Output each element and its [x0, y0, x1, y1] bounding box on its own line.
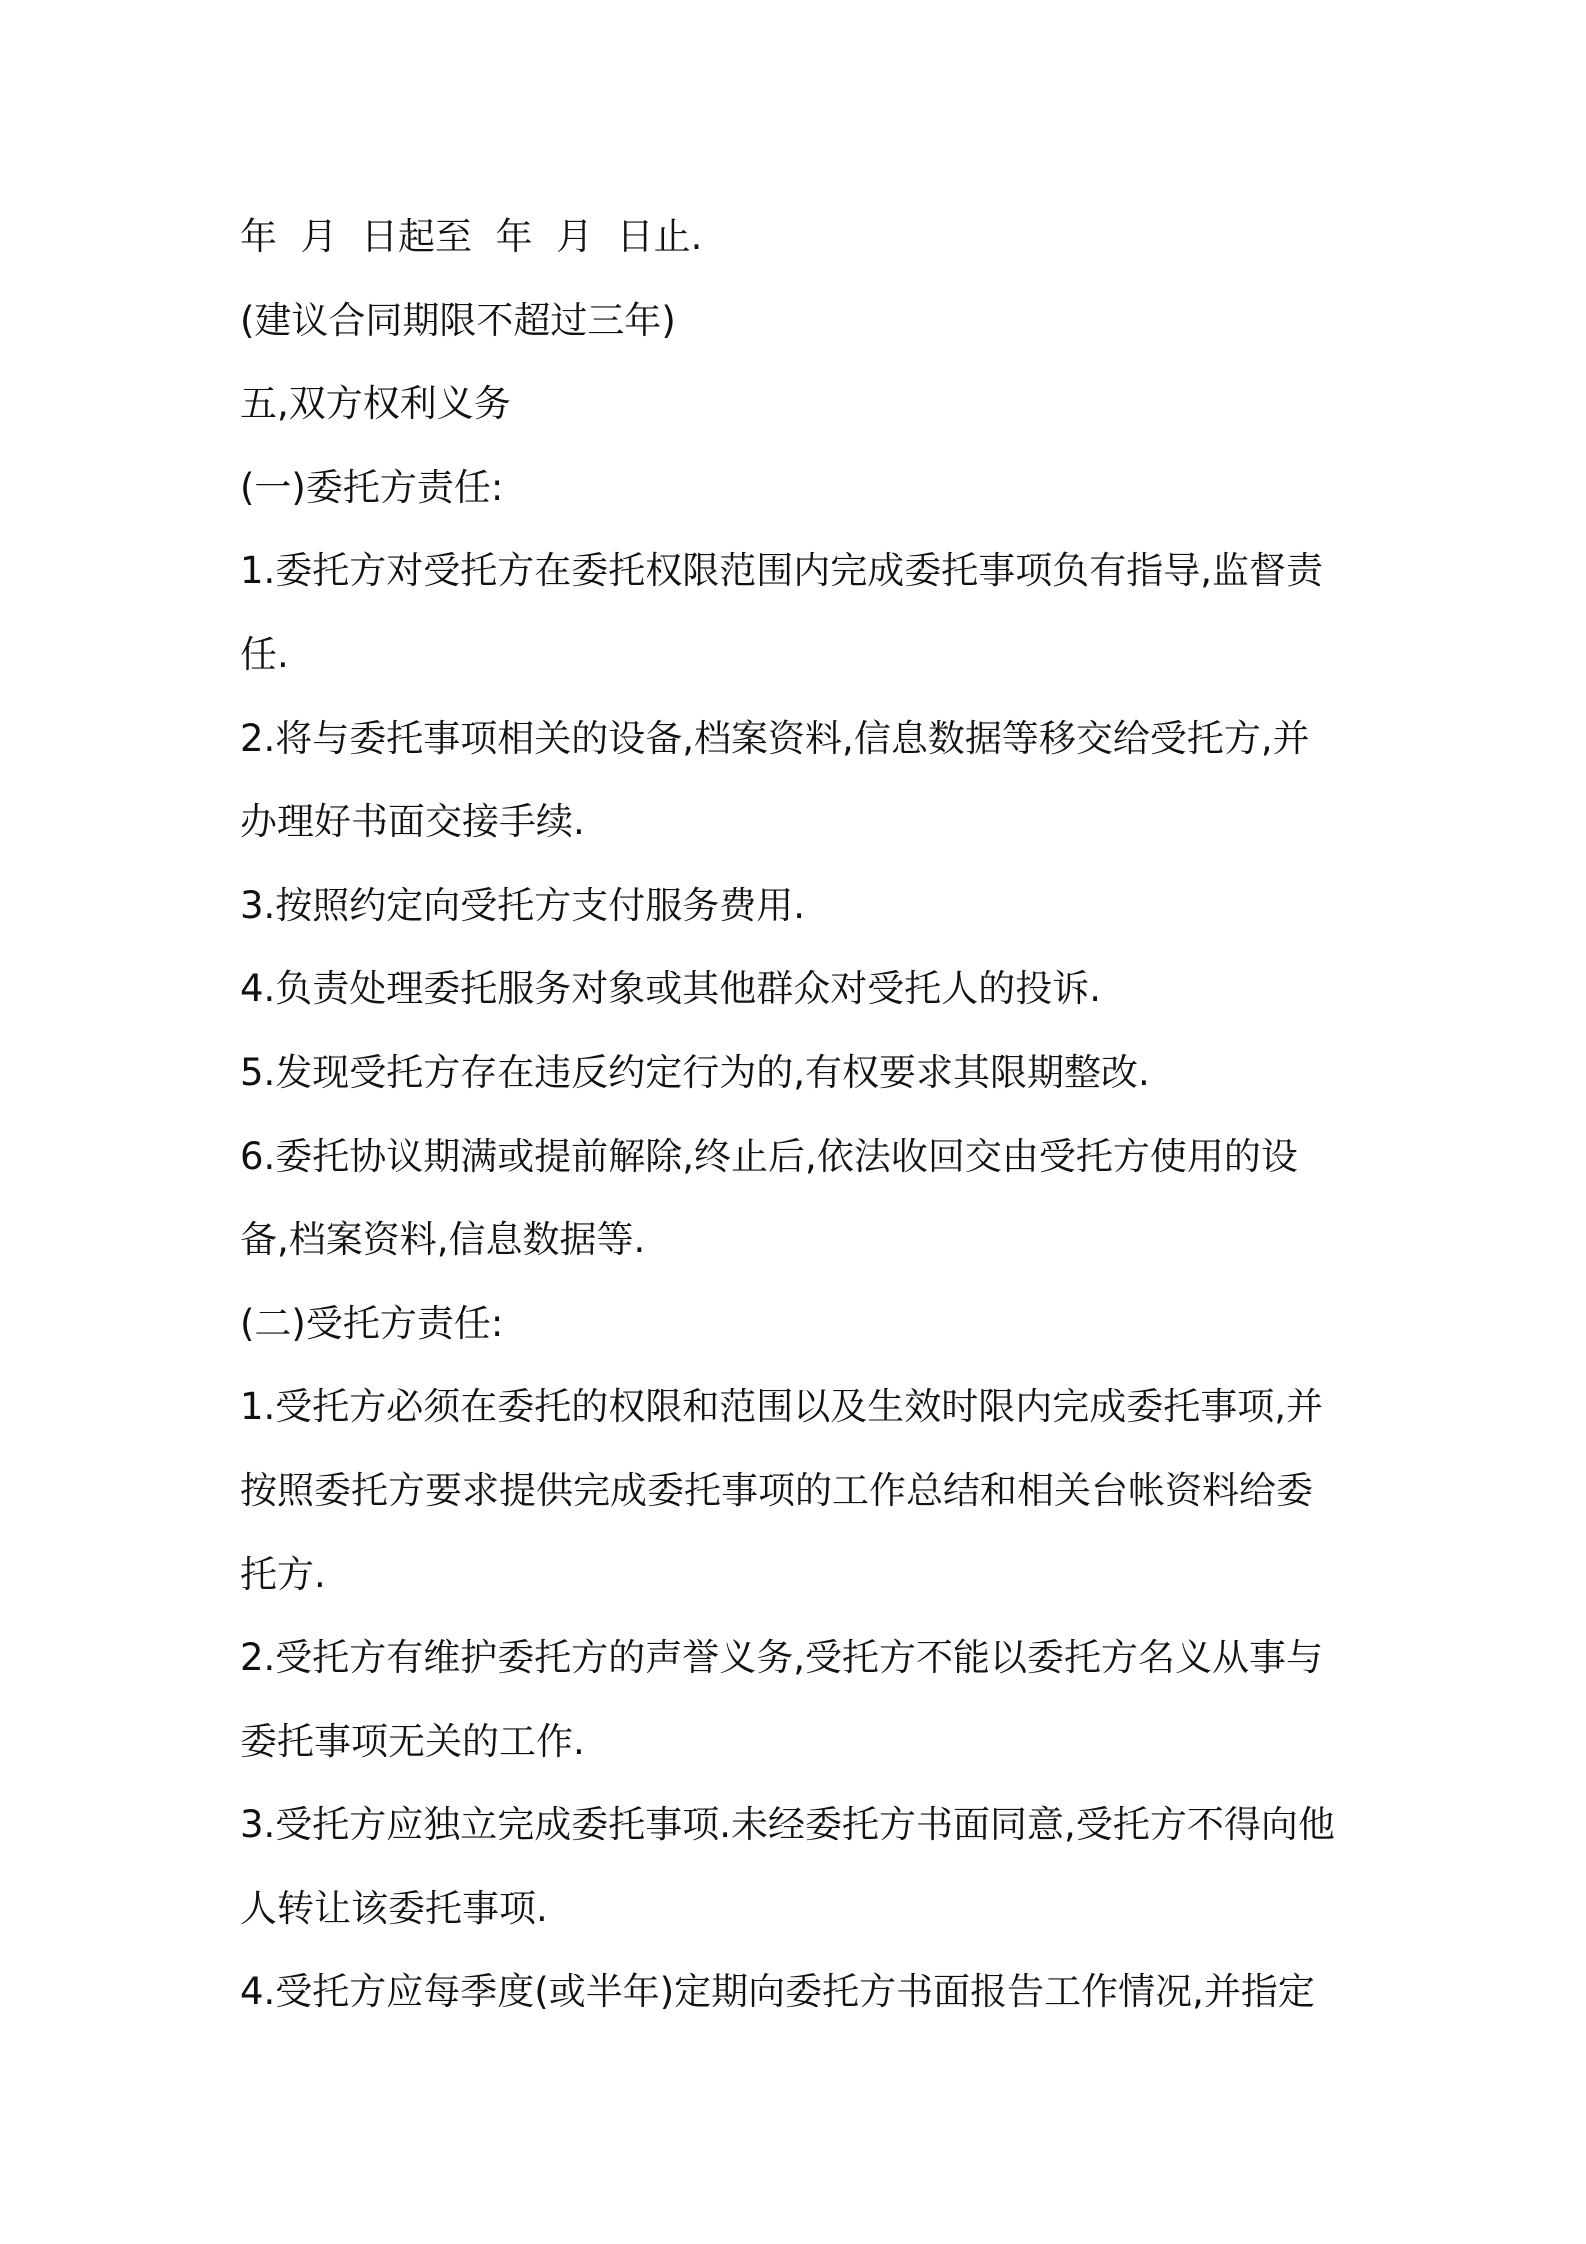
agent-clause-3-cont: 人转让该委托事项.: [240, 1886, 548, 1930]
document-body: [240, 195, 1360, 2034]
agent-clause-2-cont: 委托事项无关的工作.: [240, 1719, 585, 1763]
section-heading: 五,双方权利义务: [240, 382, 511, 426]
agent-clause-1-cont: 按照委托方要求提供完成委托事项的工作总结和相关台帐资料给委: [240, 1468, 1313, 1512]
principal-clause-6: 6.委托协议期满或提前解除,终止后,依法收回交由受托方使用的设: [240, 1134, 1298, 1178]
agent-clause-4: 4.受托方应每季度(或半年)定期向委托方书面报告工作情况,并指定: [240, 1970, 1315, 2014]
principal-clause-6-cont: 备,档案资料,信息数据等.: [240, 1218, 646, 1262]
agent-clause-1: 1.受托方必须在委托的权限和范围以及生效时限内完成委托事项,并: [240, 1385, 1324, 1429]
principal-clause-4: 4.负责处理委托服务对象或其他群众对受托人的投诉.: [240, 967, 1102, 1011]
principal-clause-1-cont: 任.: [240, 632, 289, 676]
subsection-heading-agent: (二)受托方责任:: [240, 1301, 504, 1345]
agent-clause-2: 2.受托方有维护委托方的声誉义务,受托方不能以委托方名义从事与: [240, 1636, 1324, 1680]
principal-clause-2: 2.将与委托事项相关的设备,档案资料,信息数据等移交给受托方,并: [240, 716, 1310, 760]
agent-clause-1-cont-2: 托方.: [240, 1552, 326, 1596]
principal-clause-2-cont: 办理好书面交接手续.: [240, 800, 585, 844]
term-note-line: (建议合同期限不超过三年): [240, 298, 676, 342]
term-dates-line: 年 月 日起至 年 月 日止.: [240, 215, 703, 258]
principal-clause-1: 1.委托方对受托方在委托权限范围内完成委托事项负有指导,监督责: [240, 549, 1324, 593]
agent-clause-3: 3.受托方应独立完成委托事项.未经委托方书面同意,受托方不得向他: [240, 1803, 1335, 1847]
principal-clause-3: 3.按照约定向受托方支付服务费用.: [240, 883, 806, 927]
principal-clause-5: 5.发现受托方存在违反约定行为的,有权要求其限期整改.: [240, 1050, 1150, 1094]
subsection-heading-principal: (一)委托方责任:: [240, 465, 504, 509]
